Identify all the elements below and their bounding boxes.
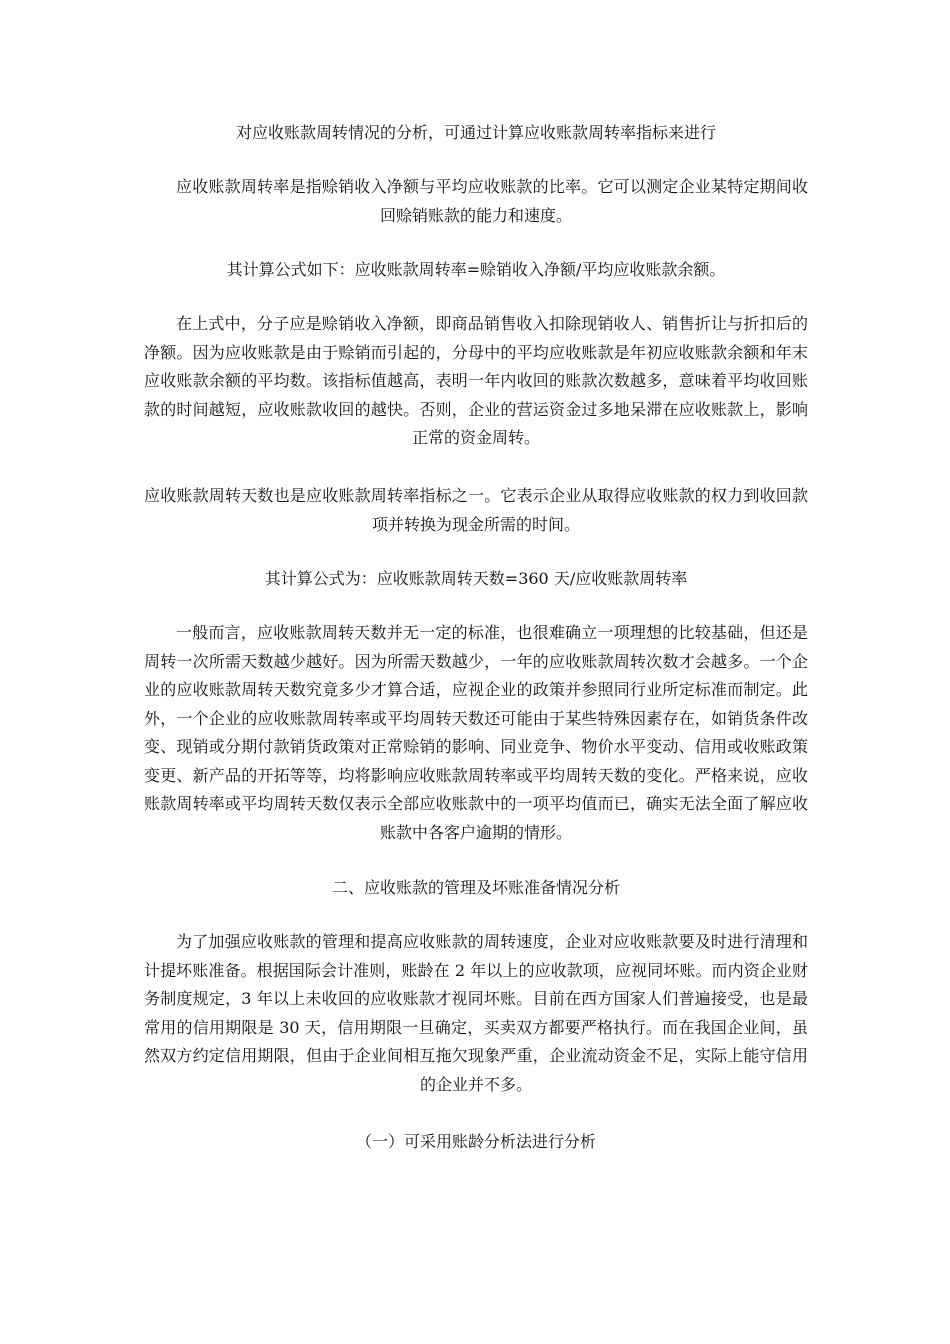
turnover-rate-definition-paragraph: 应收账款周转率是指赊销收入净额与平均应收账款的比率。它可以测定企业某特定期间收回赊销账款的能力和速度。 bbox=[176, 177, 808, 225]
bad-debt-management-paragraph: 为了加强应收账款的管理和提高应收账款的周转速度，企业对应收账款要及时进行清理和计提坏账准备。根据国际会计准则，账龄在 2 年以上的应收款项，应视同坏账。而内资企业财务制度规定，3 年以上未收回的应收账款才视同坏账。目前在西方国家人们普遍接受，也是最常用的信用期限是 30 天，信用期限一旦确定，买卖双方都要严格执行。而在我国企业间，虽然双方约定信用期限，但由于企业间相互拖欠现象严重，企业流动资金不足，实际上能守信用的企业并不多。 bbox=[144, 932, 808, 1094]
turnover-rate-formula-paragraph: 其计算公式如下：应收账款周转率=赊销收入净额/平均应收账款余额。 bbox=[226, 260, 726, 279]
formula-explanation-paragraph: 在上式中，分子应是赊销收入净额，即商品销售收入扣除现销收人、销售折让与折扣后的净额。因为应收账款是由于赊销而引起的，分母中的平均应收账款是年初应收账款余额和年末应收账款余额的平均数。该指标值越高，表明一年内收回的账款次数越多，意味着平均收回账款的时间越短，应收账款收回的越快。否则，企业的营运资金过多地呆滞在应收账款上，影响正常的资金周转。 bbox=[144, 314, 808, 447]
turnover-days-formula-paragraph: 其计算公式为：应收账款周转天数=360 天/应收账款周转率 bbox=[264, 569, 688, 588]
section-heading-2: 二、应收账款的管理及坏账准备情况分析 bbox=[331, 878, 620, 897]
subsection-heading-1: （一）可采用账龄分析法进行分析 bbox=[355, 1132, 596, 1151]
turnover-days-discussion-paragraph: 一般而言，应收账款周转天数并无一定的标准，也很难确立一项理想的比较基础，但还是周转一次所需天数越少越好。因为所需天数越少，一年的应收账款周转次数才会越多。一个企业的应收账款周转天数究竟多少才算合适，应视企业的政策并参照同行业所定标准而制定。此外，一个企业的应收账款周转率或平均周转天数还可能由于某些特殊因素存在，如销货条件改变、现销或分期付款销货政策对正常赊销的影响、同业竞争、物价水平变动、信用或收账政策变更、新产品的开拓等等，均将影响应收账款周转率或平均周转天数的变化。严格来说，应收账款周转率或平均周转天数仅表示全部应收账款中的一项平均值而已，确实无法全面了解应收账款中各客户逾期的情形。 bbox=[144, 623, 808, 842]
intro-paragraph: 对应收账款周转情况的分析，可通过计算应收账款周转率指标来进行 bbox=[235, 123, 716, 142]
turnover-days-definition-paragraph: 应收账款周转天数也是应收账款周转率指标之一。它表示企业从取得应收账款的权力到收回款项并转换为现金所需的时间。 bbox=[144, 486, 808, 534]
